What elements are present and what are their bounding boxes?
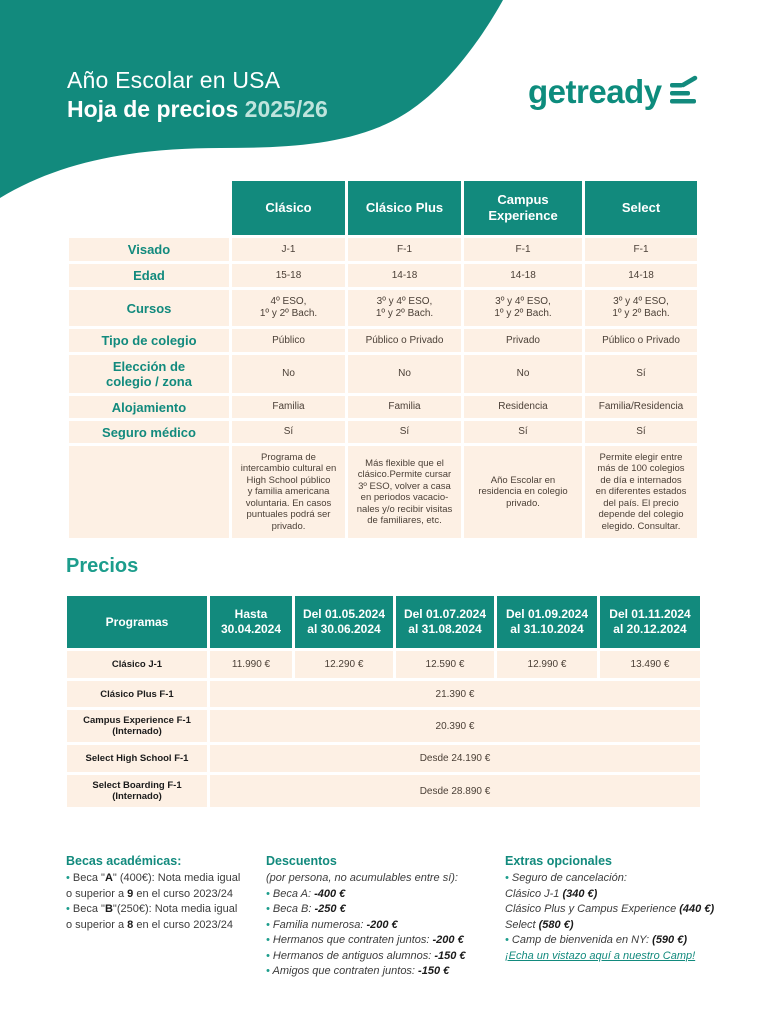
- discount-label: Beca B:: [272, 903, 315, 915]
- program-description: Más flexible que el clásico.Permite cursar 3º ESO, volver a casa en periodos vacacio- nales y/o recibir visitas de familiares, etc.: [348, 446, 461, 538]
- extras-title: Extras opcionales: [505, 854, 612, 868]
- beca-b-post: en el curso 2023/24: [133, 918, 233, 931]
- row-label: Tipo de colegio: [69, 329, 229, 352]
- insurance-line-label: Clásico Plus y Campus Experience: [505, 903, 680, 915]
- comparison-corner: [69, 181, 229, 235]
- discount-value: -200 €: [432, 934, 464, 946]
- price-row-select-boarding: [67, 775, 700, 807]
- table-cell: 14-18: [348, 264, 461, 287]
- table-cell: F-1: [464, 238, 582, 261]
- beca-b-letter: B: [104, 903, 113, 915]
- price-cell: 21.390 €: [210, 681, 700, 707]
- insurance-line: [505, 902, 725, 918]
- price-row-select-high-school: [67, 745, 700, 772]
- description-label-cell: [69, 446, 229, 538]
- insurance-item: [505, 871, 725, 887]
- program-name: Clásico J-1: [67, 651, 207, 678]
- discount-value: -200 €: [366, 918, 398, 931]
- discount-value: -150 €: [418, 965, 450, 977]
- program-description: Permite elegir entre más de 100 colegios de día e internados en diferentes estados del país. El precio depende del colegio elegido. Consultar.: [585, 446, 697, 538]
- column-header-campus-experience-text: Campus Experience: [488, 192, 558, 223]
- becas-title: Becas académicas:: [66, 854, 182, 868]
- insurance-line: [505, 918, 725, 934]
- prices-header-period: Del 01.11.2024 al 20.12.2024: [600, 596, 700, 648]
- table-cell: F-1: [348, 238, 461, 261]
- bullet-icon: •: [266, 934, 270, 946]
- program-description: Programa de intercambio cultural en High School público y familia americana voluntaria. En casos puntuales podrá ser privado.: [232, 446, 345, 538]
- discount-label: Hermanos que contraten juntos:: [272, 934, 433, 946]
- prices-header-programas: Programas: [67, 596, 207, 648]
- table-cell: Sí: [464, 421, 582, 443]
- price-cell: 11.990 €: [210, 651, 292, 678]
- table-cell: 3º y 4º ESO, 1º y 2º Bach.: [348, 290, 461, 326]
- prices-header-period: Del 01.05.2024 al 30.06.2024: [295, 596, 393, 648]
- insurance-line: [505, 887, 725, 903]
- column-header-select: Select: [585, 181, 697, 235]
- comparison-header-row: [69, 181, 697, 235]
- comparison-row-seguro: [69, 421, 697, 443]
- row-label: Seguro médico: [69, 421, 229, 443]
- discount-label: Familia numerosa:: [272, 918, 367, 931]
- insurance-line-value: (340 €): [562, 887, 598, 900]
- beca-b-item: [66, 902, 241, 933]
- table-cell: 4º ESO, 1º y 2º Bach.: [232, 290, 345, 326]
- becas-section: [66, 853, 241, 933]
- bullet-icon: •: [266, 918, 270, 931]
- price-cell: 12.990 €: [497, 651, 597, 678]
- camp-value: (590 €): [652, 934, 688, 946]
- discount-label: Amigos que contraten juntos:: [272, 965, 419, 977]
- bullet-icon: •: [66, 903, 70, 915]
- prices-table: [64, 593, 703, 810]
- brand-logo: [528, 72, 698, 112]
- insurance-line-value: (580 €): [538, 918, 574, 931]
- beca-a-num: 9: [127, 887, 134, 900]
- table-cell: Público: [232, 329, 345, 352]
- program-name: Select High School F-1: [67, 745, 207, 772]
- table-cell: Familia: [348, 396, 461, 418]
- row-label: Cursos: [69, 290, 229, 326]
- table-cell: No: [232, 355, 345, 393]
- beca-a-item: [66, 871, 241, 902]
- discount-item: [266, 933, 496, 949]
- table-cell: J-1: [232, 238, 345, 261]
- beca-b-pre: Beca ": [72, 903, 105, 915]
- table-cell: No: [348, 355, 461, 393]
- table-cell: 14-18: [585, 264, 697, 287]
- row-label: Edad: [69, 264, 229, 287]
- insurance-line-label: Select: [505, 918, 539, 931]
- descuentos-subtitle: (por persona, no acumulables entre sí):: [266, 872, 458, 884]
- header-subtitle: Año Escolar en USA: [67, 67, 281, 93]
- program-description: Año Escolar en residencia en colegio privado.: [464, 446, 582, 538]
- discount-item: [266, 902, 496, 918]
- prices-header-period: Del 01.07.2024 al 31.08.2024: [396, 596, 494, 648]
- beca-a-post: en el curso 2023/24: [133, 887, 233, 900]
- beca-a-mid: " (400€): Nota media igual o superior a: [66, 872, 241, 900]
- discount-label: Hermanos de antiguos alumnos:: [272, 949, 435, 962]
- brand-logo-text: getready: [528, 73, 662, 110]
- page-title-text: Hoja de precios: [67, 96, 239, 122]
- program-name: Campus Experience F-1 (Internado): [67, 710, 207, 742]
- table-cell: Familia: [232, 396, 345, 418]
- price-cell: 12.290 €: [295, 651, 393, 678]
- prices-header-period: Del 01.09.2024 al 31.10.2024: [497, 596, 597, 648]
- table-cell: Público o Privado: [585, 329, 697, 352]
- table-cell: Sí: [585, 421, 697, 443]
- table-cell: F-1: [585, 238, 697, 261]
- insurance-line-label: Clásico J-1: [505, 887, 563, 900]
- extras-section: [505, 853, 725, 964]
- table-cell: Residencia: [464, 396, 582, 418]
- discount-item: [266, 918, 496, 934]
- prices-section-title: Precios: [66, 555, 139, 577]
- table-cell: Sí: [348, 421, 461, 443]
- beca-b-num: 8: [127, 918, 134, 931]
- table-cell: 3º y 4º ESO, 1º y 2º Bach.: [464, 290, 582, 326]
- column-header-campus-experience: [464, 181, 582, 235]
- beca-a-pre: Beca ": [72, 872, 105, 884]
- price-cell: Desde 28.890 €: [210, 775, 700, 807]
- discount-value: -250 €: [314, 903, 346, 915]
- row-label: Visado: [69, 238, 229, 261]
- bullet-icon: •: [266, 965, 270, 977]
- page-title: [67, 94, 328, 124]
- table-cell: No: [464, 355, 582, 393]
- discount-item: [266, 887, 496, 903]
- column-header-clasico-plus: Clásico Plus: [348, 181, 461, 235]
- row-label: Elección de colegio / zona: [69, 355, 229, 393]
- table-cell: Sí: [585, 355, 697, 393]
- insurance-label: Seguro de cancelación:: [511, 872, 627, 884]
- row-label: Alojamiento: [69, 396, 229, 418]
- price-row-campus-experience: [67, 710, 700, 742]
- comparison-row-edad: [69, 264, 697, 287]
- prices-header-period: Hasta 30.04.2024: [210, 596, 292, 648]
- comparison-row-description: [69, 446, 697, 538]
- bullet-icon: •: [266, 949, 270, 962]
- table-cell: 3º y 4º ESO, 1º y 2º Bach.: [585, 290, 697, 326]
- page-header: [67, 66, 328, 124]
- bullet-icon: •: [66, 872, 70, 884]
- prices-header-row: [67, 596, 700, 648]
- beca-b-mid: "(250€): Nota media igual o superior a: [66, 903, 238, 931]
- column-header-clasico: Clásico: [232, 181, 345, 235]
- program-name: Select Boarding F-1 (Internado): [67, 775, 207, 807]
- table-cell: Sí: [232, 421, 345, 443]
- camp-link[interactable]: ¡Echa un vistazo aquí a nuestro Camp!: [505, 949, 696, 962]
- bullet-icon: •: [266, 887, 270, 900]
- comparison-row-visado: [69, 238, 697, 261]
- page-title-year: 2025/26: [244, 96, 328, 122]
- price-row-clasico-plus: [67, 681, 700, 707]
- camp-item: [505, 933, 725, 949]
- table-cell: 15-18: [232, 264, 345, 287]
- comparison-row-tipo-colegio: [69, 329, 697, 352]
- bullet-icon: •: [505, 934, 509, 946]
- price-cell: 13.490 €: [600, 651, 700, 678]
- beca-a-letter: A: [104, 872, 113, 884]
- comparison-row-alojamiento: [69, 396, 697, 418]
- program-comparison-table: [66, 178, 700, 541]
- discount-value: -150 €: [434, 949, 466, 962]
- price-cell: Desde 24.190 €: [210, 745, 700, 772]
- program-name: Clásico Plus F-1: [67, 681, 207, 707]
- comparison-row-cursos: [69, 290, 697, 326]
- discount-label: Beca A:: [272, 887, 315, 900]
- comparison-row-eleccion: [69, 355, 697, 393]
- stacked-lines-logo-icon: [668, 75, 698, 109]
- table-cell: Público o Privado: [348, 329, 461, 352]
- insurance-line-value: (440 €): [679, 903, 715, 915]
- discount-item: [266, 964, 496, 980]
- price-row-clasico-j1: [67, 651, 700, 678]
- price-cell: 20.390 €: [210, 710, 700, 742]
- discount-value: -400 €: [314, 887, 346, 900]
- descuentos-title: Descuentos: [266, 854, 337, 868]
- descuentos-section: [266, 853, 496, 980]
- table-cell: Familia/Residencia: [585, 396, 697, 418]
- table-cell: Privado: [464, 329, 582, 352]
- discount-item: [266, 949, 496, 965]
- bullet-icon: •: [505, 872, 509, 884]
- bullet-icon: •: [266, 903, 270, 915]
- table-cell: 14-18: [464, 264, 582, 287]
- price-cell: 12.590 €: [396, 651, 494, 678]
- camp-label: Camp de bienvenida en NY:: [511, 934, 653, 946]
